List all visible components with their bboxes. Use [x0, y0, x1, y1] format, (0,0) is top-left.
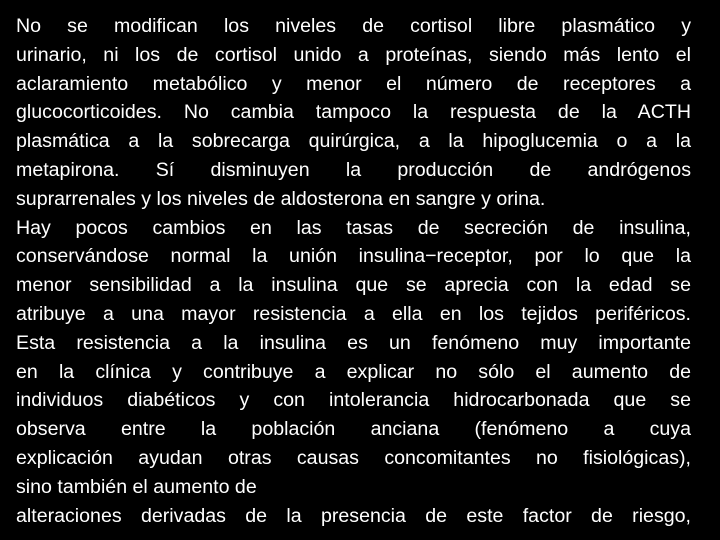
- text-line: observa entre la población anciana (fenómeno a cuya: [16, 418, 691, 441]
- text-line: glucocorticoides. No cambia tampoco la respuesta de la ACTH: [16, 101, 691, 124]
- text-line: No se modifican los niveles de cortisol libre plasmático y: [16, 15, 691, 37]
- text-line: alteraciones derivadas de la presencia de este factor de riesgo,: [16, 504, 691, 527]
- text-line: aclaramiento metabólico y menor el número de receptores a: [16, 72, 691, 95]
- text-line: Esta resistencia a la insulina es un fenómeno muy importante: [16, 331, 691, 354]
- text-line: atribuye a una mayor resistencia a ella en los tejidos periféricos.: [16, 302, 691, 325]
- text-line: explicación ayudan otras causas concomitantes no fisiológicas),: [16, 446, 691, 469]
- text-line: metapirona. Sí disminuyen la producción de andrógenos: [16, 158, 691, 181]
- text-line: suprarrenales y los niveles de aldosterona en sangre y orina.: [16, 187, 546, 210]
- text-line: Hay pocos cambios en las tasas de secreción de insulina,: [16, 216, 691, 239]
- text-line: urinario, ni los de cortisol unido a proteínas, siendo más lento el: [16, 43, 691, 66]
- text-line: conservándose normal la unión insulina−receptor, por lo que la: [16, 245, 691, 268]
- text-line: plasmática a la sobrecarga quirúrgica, a la hipoglucemia o a la: [16, 130, 691, 153]
- text-line: sino también el aumento de: [16, 475, 257, 498]
- text-line: en la clínica y contribuye a explicar no sólo el aumento de: [16, 360, 691, 383]
- text-line: menor sensibilidad a la insulina que se aprecia con la edad se: [16, 274, 691, 297]
- text-line: individuos diabéticos y con intolerancia hidrocarbonada que se: [16, 389, 691, 412]
- body-text: [16, 12, 691, 530]
